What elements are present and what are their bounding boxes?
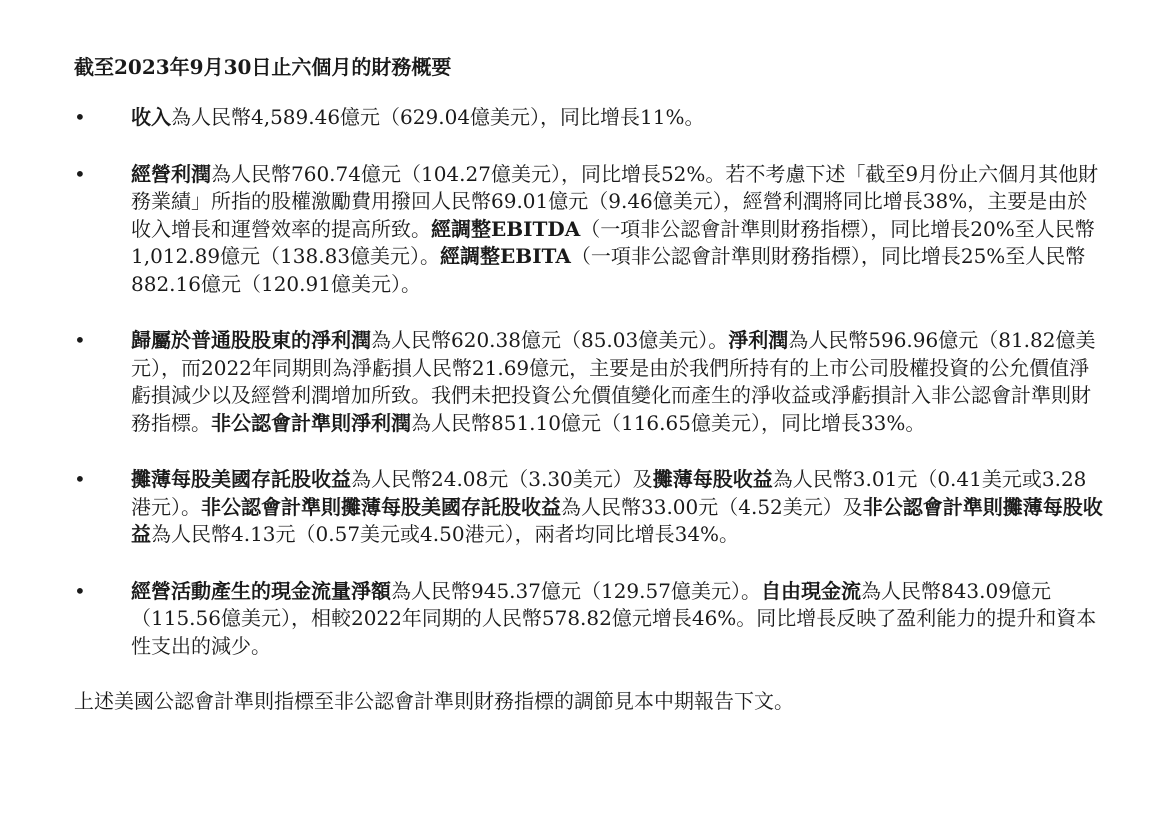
- bold-term: 淨利潤: [728, 328, 789, 352]
- bold-term: 經調整EBITA: [440, 244, 571, 268]
- bold-term: 經營利潤: [131, 161, 211, 186]
- bullet-revenue: [74, 104, 1104, 132]
- body-text: 為人民幣760.74億元（104.27億美元），同比增長52%。若不考慮下述「截至9月份止六個月其他財務業績」所指的股權激勵費用撥回人民幣69.01億元（9.46億美元），經營利潤將同比增長38%，主要是由於收入增長和運營效率的提高所致。: [131, 161, 1099, 241]
- bullet-marker: •: [74, 105, 86, 129]
- body-text: 為人民幣851.10億元（116.65億美元），同比增長33%。: [411, 410, 926, 435]
- document-page: [74, 52, 1104, 716]
- body-text: 為人民幣843.09億元（115.56億美元），相較2022年同期的人民幣578.82億元增長46%。同比增長反映了盈利能力的提升和資本性支出的減少。: [131, 578, 1097, 658]
- body-text: 為人民幣33.00元（4.52美元）及: [561, 494, 863, 519]
- bold-term: 歸屬於普通股股東的淨利潤: [131, 328, 371, 352]
- bullet-marker: •: [74, 328, 86, 352]
- footer-note: 上述美國公認會計準則指標至非公認會計準則財務指標的調節見本中期報告下文。: [74, 689, 794, 713]
- bold-term: 非公認會計準則淨利潤: [211, 410, 411, 435]
- body-text: 為人民幣4,589.46億元（629.04億美元），同比增長11%。: [171, 105, 705, 129]
- bullet-marker: •: [74, 467, 86, 491]
- summary-heading: 截至2023年9月30日止六個月的財務概要: [74, 55, 452, 79]
- bullet-marker: •: [74, 161, 86, 186]
- bold-term: 攤薄每股美國存託股收益: [131, 467, 351, 491]
- bullet-operating-income: [74, 161, 1104, 299]
- bullet-eps: [74, 466, 1104, 549]
- body-text: 為人民幣4.13元（0.57美元或4.50港元），兩者均同比增長34%。: [151, 522, 740, 546]
- body-text: 為人民幣24.08元（3.30美元）及: [351, 467, 653, 491]
- bold-term: 自由現金流: [760, 578, 861, 603]
- bold-term: 非公認會計準則攤薄每股美國存託股收益: [201, 494, 561, 519]
- bold-term: 經營活動產生的現金流量淨額: [131, 578, 391, 603]
- bold-term: 攤薄每股收益: [652, 467, 773, 491]
- bold-term: 非公認會計準則攤薄每股收益: [131, 494, 1103, 546]
- bullet-text: [131, 104, 1104, 132]
- body-text: 為人民幣596.96億元（81.82億美元），而2022年同期則為淨虧損人民幣21.69億元，主要是由於我們所持有的上市公司股權投資的公允價值淨虧損減少以及經營利潤增加所致。我們未把投資公允價值變化而產生的淨收益或淨虧損計入非公認會計準則財務指標。: [131, 328, 1096, 435]
- bold-term: 經調整EBITDA: [431, 216, 581, 241]
- bullet-net-income: [74, 327, 1104, 437]
- bold-term: 收入: [131, 105, 171, 129]
- body-text: 為人民幣3.01元（0.41美元或3.28港元）。: [131, 467, 1087, 519]
- body-text: 為人民幣620.38億元（85.03億美元）。: [371, 328, 729, 352]
- bullet-text: [131, 578, 1104, 661]
- body-text: （一項非公認會計準則財務指標），同比增長25%至人民幣882.16億元（120.91億美元）。: [131, 244, 1086, 296]
- summary-bullet-list: [74, 104, 1104, 660]
- bullet-text: [131, 327, 1104, 437]
- body-text: 為人民幣945.37億元（129.57億美元）。: [391, 578, 761, 603]
- bullet-text: [131, 161, 1104, 299]
- bullet-marker: •: [74, 578, 86, 603]
- body-text: （一項非公認會計準則財務指標），同比增長20%至人民幣1,012.89億元（138.83億美元）。: [131, 216, 1095, 268]
- bullet-text: [131, 466, 1104, 549]
- bullet-cash-flow: [74, 578, 1104, 661]
